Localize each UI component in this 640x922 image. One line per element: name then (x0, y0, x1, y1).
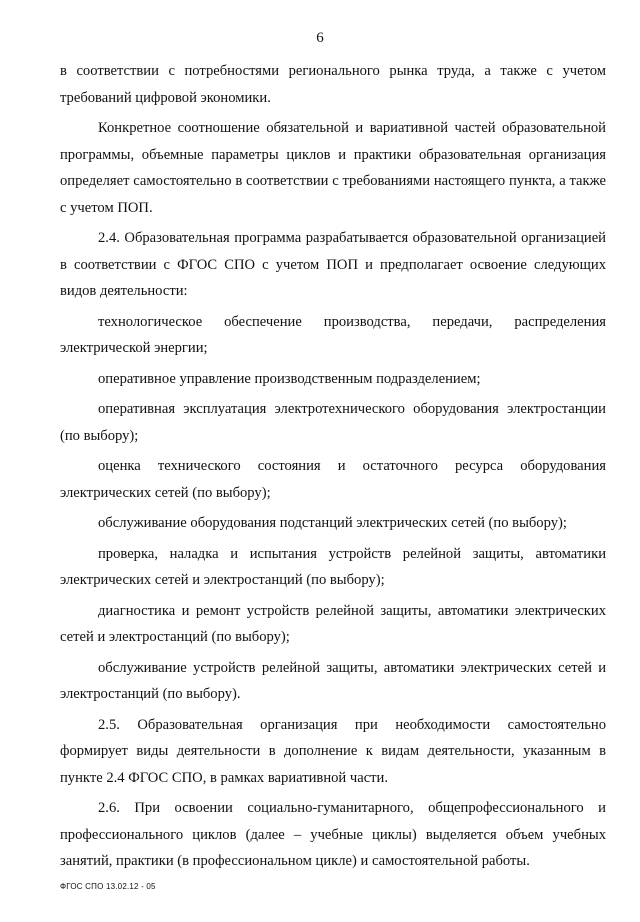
list-item-activity: оперативная эксплуатация электротехнического оборудования электростанции (по выбору); (60, 401, 606, 444)
list-item-activity: диагностика и ремонт устройств релейной защиты, автоматики электрических сетей и электростанций (по выбору); (60, 602, 606, 645)
page-number: 6 (316, 30, 324, 46)
list-item-activity: технологическое обеспечение производства, передачи, распределения электрической энергии; (60, 313, 606, 356)
document-body (60, 58, 606, 879)
list-item-activity: оценка технического состояния и остаточного ресурса оборудования электрических сетей (по выбору); (60, 458, 606, 501)
footer-document-code: ФГОС СПО 13.02.12 - 05 (60, 882, 156, 891)
paragraph-continuation: в соответствии с потребностями регионального рынка труда, а также с учетом требований цифровой экономики. (60, 63, 606, 106)
paragraph-2-6: 2.6. При освоении социально-гуманитарного, общепрофессионального и профессионального циклов (далее – учебные циклы) выделяется объем учебных занятий, практики (в профессиональном цикле) и самостоятельной работы. (60, 800, 606, 869)
paragraph-2-5: 2.5. Образовательная организация при необходимости самостоятельно формирует виды деятельности в дополнение к видам деятельности, указанным в пункте 2.4 ФГОС СПО, в рамках вариативной части. (60, 716, 606, 786)
list-item-activity: проверка, наладка и испытания устройств релейной защиты, автоматики электрических сетей и электростанций (по выбору); (60, 545, 606, 588)
paragraph-ratio: Конкретное соотношение обязательной и вариативной частей образовательной программы, объемные параметры циклов и практики образовательная организация определяет самостоятельно в соответствии с требованиями настоящего пункта, а также с учетом ПОП. (60, 120, 606, 216)
list-item-activity: обслуживание устройств релейной защиты, автоматики электрических сетей и электростанций (по выбору). (60, 659, 606, 702)
paragraph-2-4: 2.4. Образовательная программа разрабатывается образовательной организацией в соответствии с ФГОС СПО с учетом ПОП и предполагает освоение следующих видов деятельности: (60, 230, 606, 299)
list-item-activity: обслуживание оборудования подстанций электрических сетей (по выбору); (98, 515, 567, 531)
list-item-activity: оперативное управление производственным подразделением; (98, 370, 481, 387)
